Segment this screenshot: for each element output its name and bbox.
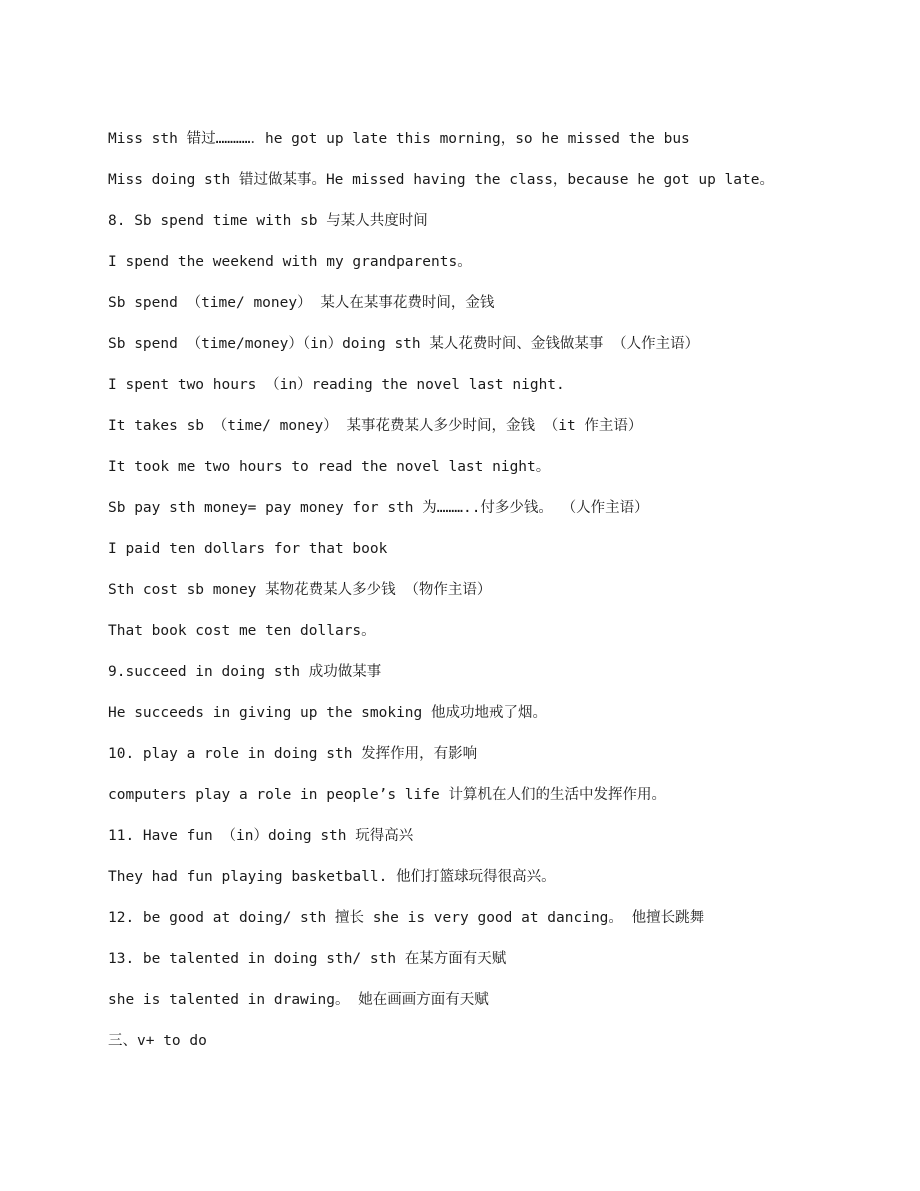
text-line: He succeeds in giving up the smoking 他成功地戒了烟。 [108,705,547,721]
text-line: I spend the weekend with my grandparents。 [108,254,472,270]
text-line: Sb pay sth money= pay money for sth 为………..付多少钱。 （人作主语） [108,500,649,516]
text-line: Sb spend （time/money）（in）doing sth 某人花费时间、金钱做某事 （人作主语） [108,336,700,352]
text-line: They had fun playing basketball. 他们打篮球玩得很高兴。 [108,869,556,885]
text-line: 8. Sb spend time with sb 与某人共度时间 [108,213,428,229]
text-line: Sth cost sb money 某物花费某人多少钱 （物作主语） [108,582,492,598]
text-line: It takes sb （time/ money） 某事花费某人多少时间，金钱 （it 作主语） [108,418,643,434]
text-line: Sb spend （time/ money） 某人在某事花费时间，金钱 [108,295,495,311]
text-line: computers play a role in people’s life 计算机在人们的生活中发挥作用。 [108,787,666,803]
text-line: 9.succeed in doing sth 成功做某事 [108,664,382,680]
section-heading: 三、v+ to do [108,1033,207,1049]
text-line: I paid ten dollars for that book [108,541,388,557]
text-line: Miss doing sth 错过做某事。He missed having the class，because he got up late。 [108,172,774,188]
text-line: 11. Have fun （in）doing sth 玩得高兴 [108,828,414,844]
text-line: I spent two hours （in）reading the novel last night. [108,377,565,393]
text-line: That book cost me ten dollars。 [108,623,376,639]
text-line: 13. be talented in doing sth/ sth 在某方面有天赋 [108,951,507,967]
text-line: she is talented in drawing。 她在画画方面有天赋 [108,992,489,1008]
text-line: 10. play a role in doing sth 发挥作用，有影响 [108,746,478,762]
text-line: Miss sth 错过…………．he got up late this morning，so he missed the bus [108,131,690,147]
text-line: It took me two hours to read the novel last night。 [108,459,551,475]
text-line: 12. be good at doing/ sth 擅长 she is very good at dancing。 他擅长跳舞 [108,910,705,926]
document-body [108,128,888,1071]
